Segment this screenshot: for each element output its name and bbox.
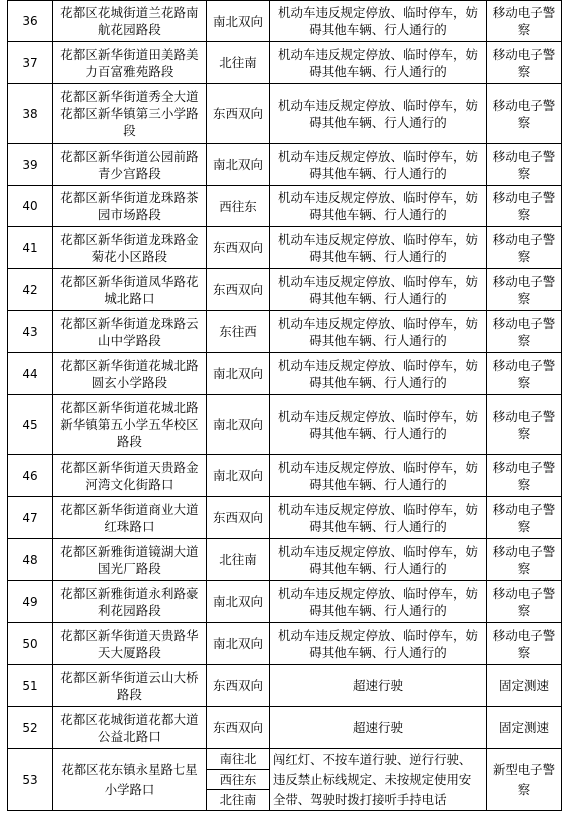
location-cell: 花都区新华街道商业大道红珠路口 (53, 497, 207, 539)
enforcement-cell: 移动电子警察 (487, 581, 562, 623)
violation-cell: 机动车违反规定停放、临时停车，妨碍其他车辆、行人通行的 (270, 227, 487, 269)
enforcement-cell: 固定测速 (487, 665, 562, 707)
table-row (8, 581, 562, 623)
violation-cell: 机动车违反规定停放、临时停车，妨碍其他车辆、行人通行的 (270, 455, 487, 497)
table-row (8, 1, 562, 42)
table-row (8, 665, 562, 707)
violation-cell: 超速行驶 (270, 707, 487, 749)
table-row (8, 497, 562, 539)
direction-subcell: 北往南 (207, 790, 270, 811)
direction-cell: 东西双向 (207, 84, 270, 144)
row-number: 45 (8, 395, 53, 455)
enforcement-cell: 移动电子警察 (487, 42, 562, 84)
violation-cell: 机动车违反规定停放、临时停车，妨碍其他车辆、行人通行的 (270, 186, 487, 227)
row-number: 43 (8, 311, 53, 353)
direction-cell: 东西双向 (207, 707, 270, 749)
location-cell: 花都区新华街道云山大桥路段 (53, 665, 207, 707)
table-row (8, 455, 562, 497)
enforcement-cell: 移动电子警察 (487, 539, 562, 581)
location-cell: 花都区花城街道花都大道公益北路口 (53, 707, 207, 749)
violation-cell: 机动车违反规定停放、临时停车，妨碍其他车辆、行人通行的 (270, 497, 487, 539)
enforcement-cell: 移动电子警察 (487, 186, 562, 227)
violation-cell: 机动车违反规定停放、临时停车，妨碍其他车辆、行人通行的 (270, 539, 487, 581)
direction-subcell: 西往东 (207, 770, 270, 790)
location-cell: 花都区花城街道兰花路南航花园路段 (53, 1, 207, 42)
enforcement-cell: 移动电子警察 (487, 1, 562, 42)
direction-cell: 南北双向 (207, 623, 270, 665)
direction-cell: 东西双向 (207, 665, 270, 707)
table-row (8, 269, 562, 311)
location-cell: 花都区新雅街道永利路豪利花园路段 (53, 581, 207, 623)
row-number: 38 (8, 84, 53, 144)
location-cell: 花都区新华街道花城北路圆玄小学路段 (53, 353, 207, 395)
table-row (8, 144, 562, 186)
violation-cell: 机动车违反规定停放、临时停车，妨碍其他车辆、行人通行的 (270, 1, 487, 42)
table-row (8, 539, 562, 581)
direction-cell: 西往东 (207, 186, 270, 227)
violation-cell: 机动车违反规定停放、临时停车，妨碍其他车辆、行人通行的 (270, 311, 487, 353)
violation-cell: 机动车违反规定停放、临时停车，妨碍其他车辆、行人通行的 (270, 353, 487, 395)
violation-cell: 机动车违反规定停放、临时停车，妨碍其他车辆、行人通行的 (270, 623, 487, 665)
enforcement-cell: 移动电子警察 (487, 84, 562, 144)
violation-cell: 机动车违反规定停放、临时停车，妨碍其他车辆、行人通行的 (270, 581, 487, 623)
table-row (8, 395, 562, 455)
enforcement-cell: 移动电子警察 (487, 311, 562, 353)
direction-cell: 东往西 (207, 311, 270, 353)
table-row (8, 186, 562, 227)
row-number: 53 (8, 749, 53, 811)
table-row (8, 84, 562, 144)
direction-cell: 南北双向 (207, 581, 270, 623)
location-cell: 花都区新雅街道镜湖大道国光厂路段 (53, 539, 207, 581)
violation-cell: 闯红灯、不按车道行驶、逆行行驶、违反禁止标线规定、未按规定使用安全带、驾驶时拨打接听手持电话 (270, 749, 487, 811)
direction-cell: 北往南 (207, 42, 270, 84)
table-row (8, 227, 562, 269)
direction-cell: 东西双向 (207, 497, 270, 539)
row-number: 50 (8, 623, 53, 665)
violation-cell: 超速行驶 (270, 665, 487, 707)
row-number: 42 (8, 269, 53, 311)
table-row (8, 749, 562, 770)
row-number: 39 (8, 144, 53, 186)
location-cell: 花都区新华街道天贵路华天大厦路段 (53, 623, 207, 665)
enforcement-cell: 移动电子警察 (487, 623, 562, 665)
violation-cell: 机动车违反规定停放、临时停车，妨碍其他车辆、行人通行的 (270, 395, 487, 455)
table-row (8, 707, 562, 749)
table-row (8, 311, 562, 353)
direction-cell: 北往南 (207, 539, 270, 581)
row-number: 47 (8, 497, 53, 539)
enforcement-cell: 移动电子警察 (487, 455, 562, 497)
enforcement-cell: 移动电子警察 (487, 497, 562, 539)
direction-cell: 南北双向 (207, 144, 270, 186)
direction-cell: 南北双向 (207, 395, 270, 455)
row-number: 52 (8, 707, 53, 749)
location-cell: 花都区花东镇永星路七星小学路口 (53, 749, 207, 811)
row-number: 49 (8, 581, 53, 623)
direction-cell: 南北双向 (207, 1, 270, 42)
enforcement-cell: 移动电子警察 (487, 269, 562, 311)
table-row (8, 353, 562, 395)
table-row (8, 42, 562, 84)
direction-cell: 东西双向 (207, 269, 270, 311)
violation-cell: 机动车违反规定停放、临时停车，妨碍其他车辆、行人通行的 (270, 42, 487, 84)
violation-cell: 机动车违反规定停放、临时停车，妨碍其他车辆、行人通行的 (270, 144, 487, 186)
document-page (7, 0, 561, 811)
location-cell: 花都区新华街道公园前路青少宫路段 (53, 144, 207, 186)
direction-subcell: 南往北 (207, 749, 270, 770)
direction-cell: 东西双向 (207, 227, 270, 269)
row-number: 40 (8, 186, 53, 227)
row-number: 51 (8, 665, 53, 707)
location-cell: 花都区新华街道花城北路新华镇第五小学五华校区路段 (53, 395, 207, 455)
enforcement-cell: 移动电子警察 (487, 353, 562, 395)
violation-cell: 机动车违反规定停放、临时停车，妨碍其他车辆、行人通行的 (270, 269, 487, 311)
location-cell: 花都区新华街道田美路美力百富雅苑路段 (53, 42, 207, 84)
row-number: 44 (8, 353, 53, 395)
enforcement-cell: 新型电子警察 (487, 749, 562, 811)
direction-cell: 南北双向 (207, 353, 270, 395)
row-number: 46 (8, 455, 53, 497)
direction-cell: 南北双向 (207, 455, 270, 497)
row-number: 48 (8, 539, 53, 581)
table-row (8, 623, 562, 665)
location-cell: 花都区新华街道龙珠路茶园市场路段 (53, 186, 207, 227)
enforcement-cell: 移动电子警察 (487, 144, 562, 186)
row-number: 36 (8, 1, 53, 42)
location-cell: 花都区新华街道秀全大道花都区新华镇第三小学路段 (53, 84, 207, 144)
row-number: 41 (8, 227, 53, 269)
location-cell: 花都区新华街道天贵路金河湾文化街路口 (53, 455, 207, 497)
enforcement-cell: 固定测速 (487, 707, 562, 749)
enforcement-location-table (7, 0, 562, 811)
location-cell: 花都区新华街道凤华路花城北路口 (53, 269, 207, 311)
violation-cell: 机动车违反规定停放、临时停车，妨碍其他车辆、行人通行的 (270, 84, 487, 144)
location-cell: 花都区新华街道龙珠路云山中学路段 (53, 311, 207, 353)
location-cell: 花都区新华街道龙珠路金菊花小区路段 (53, 227, 207, 269)
enforcement-cell: 移动电子警察 (487, 227, 562, 269)
enforcement-cell: 移动电子警察 (487, 395, 562, 455)
row-number: 37 (8, 42, 53, 84)
